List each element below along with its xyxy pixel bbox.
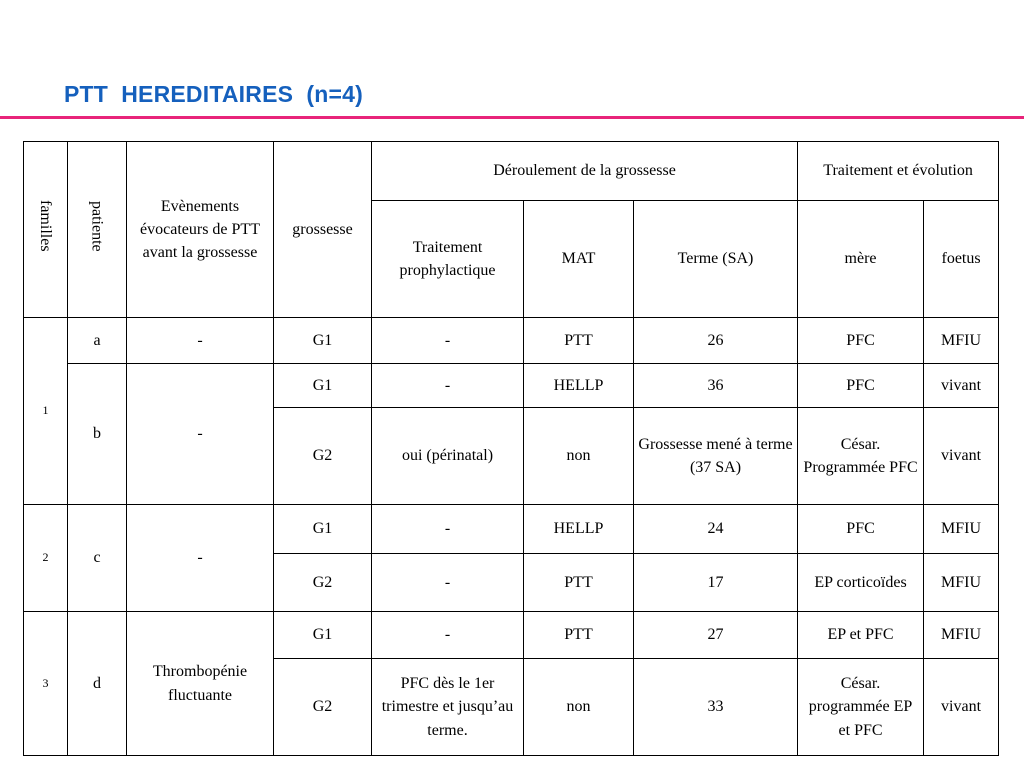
- traitement-cell: -: [372, 318, 524, 364]
- evenements-cell: Thrombopénie fluctuante: [127, 612, 274, 756]
- grossesse-cell: G1: [274, 612, 372, 659]
- mat-cell: non: [524, 408, 634, 505]
- mat-cell: PTT: [524, 554, 634, 612]
- grossesse-cell: G2: [274, 408, 372, 505]
- table-row: [24, 505, 999, 554]
- header-grossesse: grossesse: [274, 142, 372, 318]
- foetus-cell: MFIU: [924, 318, 999, 364]
- ptt-table: [23, 141, 999, 756]
- foetus-cell: vivant: [924, 364, 999, 408]
- traitement-cell: PFC dès le 1er trimestre et jusqu’au terme.: [372, 659, 524, 756]
- terme-cell: 26: [634, 318, 798, 364]
- header-row-1: [24, 142, 999, 201]
- header-patiente: patiente: [68, 142, 127, 318]
- table-row: [24, 364, 999, 408]
- slide-title: PTT HEREDITAIRES (n=4): [64, 81, 363, 107]
- patiente-cell: b: [68, 364, 127, 505]
- traitement-cell: -: [372, 554, 524, 612]
- foetus-cell: vivant: [924, 659, 999, 756]
- mat-cell: HELLP: [524, 364, 634, 408]
- header-deroulement: Déroulement de la grossesse: [372, 142, 798, 201]
- traitement-cell: -: [372, 364, 524, 408]
- mere-cell: César. Programmée PFC: [798, 408, 924, 505]
- header-terme: Terme (SA): [634, 201, 798, 318]
- mere-cell: EP et PFC: [798, 612, 924, 659]
- patiente-cell: a: [68, 318, 127, 364]
- grossesse-cell: G1: [274, 318, 372, 364]
- foetus-cell: MFIU: [924, 554, 999, 612]
- mat-cell: PTT: [524, 612, 634, 659]
- header-mat: MAT: [524, 201, 634, 318]
- mere-cell: PFC: [798, 505, 924, 554]
- foetus-cell: vivant: [924, 408, 999, 505]
- terme-cell: 36: [634, 364, 798, 408]
- traitement-cell: oui (périnatal): [372, 408, 524, 505]
- mere-cell: EP corticoïdes: [798, 554, 924, 612]
- patiente-cell: d: [68, 612, 127, 756]
- famille-cell: 3: [24, 612, 68, 756]
- patiente-cell: c: [68, 505, 127, 612]
- mere-cell: César. programmée EP et PFC: [798, 659, 924, 756]
- header-mere: mère: [798, 201, 924, 318]
- terme-cell: 33: [634, 659, 798, 756]
- table-row: [24, 318, 999, 364]
- terme-cell: 27: [634, 612, 798, 659]
- evenements-cell: -: [127, 505, 274, 612]
- grossesse-cell: G1: [274, 364, 372, 408]
- mat-cell: PTT: [524, 318, 634, 364]
- famille-cell: 1: [24, 318, 68, 505]
- foetus-cell: MFIU: [924, 612, 999, 659]
- traitement-cell: -: [372, 505, 524, 554]
- traitement-cell: -: [372, 612, 524, 659]
- terme-cell: 24: [634, 505, 798, 554]
- header-familles: familles: [24, 142, 68, 318]
- famille-cell: 2: [24, 505, 68, 612]
- mat-cell: non: [524, 659, 634, 756]
- table-row: [24, 612, 999, 659]
- mere-cell: PFC: [798, 364, 924, 408]
- grossesse-cell: G2: [274, 659, 372, 756]
- title-divider: [0, 116, 1024, 119]
- grossesse-cell: G2: [274, 554, 372, 612]
- evenements-cell: -: [127, 364, 274, 505]
- mere-cell: PFC: [798, 318, 924, 364]
- header-traitement-evolution: Traitement et évolution: [798, 142, 999, 201]
- terme-cell: Grossesse mené à terme (37 SA): [634, 408, 798, 505]
- header-evenements: Evènements évocateurs de PTT avant la grossesse: [127, 142, 274, 318]
- foetus-cell: MFIU: [924, 505, 999, 554]
- mat-cell: HELLP: [524, 505, 634, 554]
- header-traitement-prophylactique: Traitement prophylactique: [372, 201, 524, 318]
- grossesse-cell: G1: [274, 505, 372, 554]
- evenements-cell: -: [127, 318, 274, 364]
- header-foetus: foetus: [924, 201, 999, 318]
- terme-cell: 17: [634, 554, 798, 612]
